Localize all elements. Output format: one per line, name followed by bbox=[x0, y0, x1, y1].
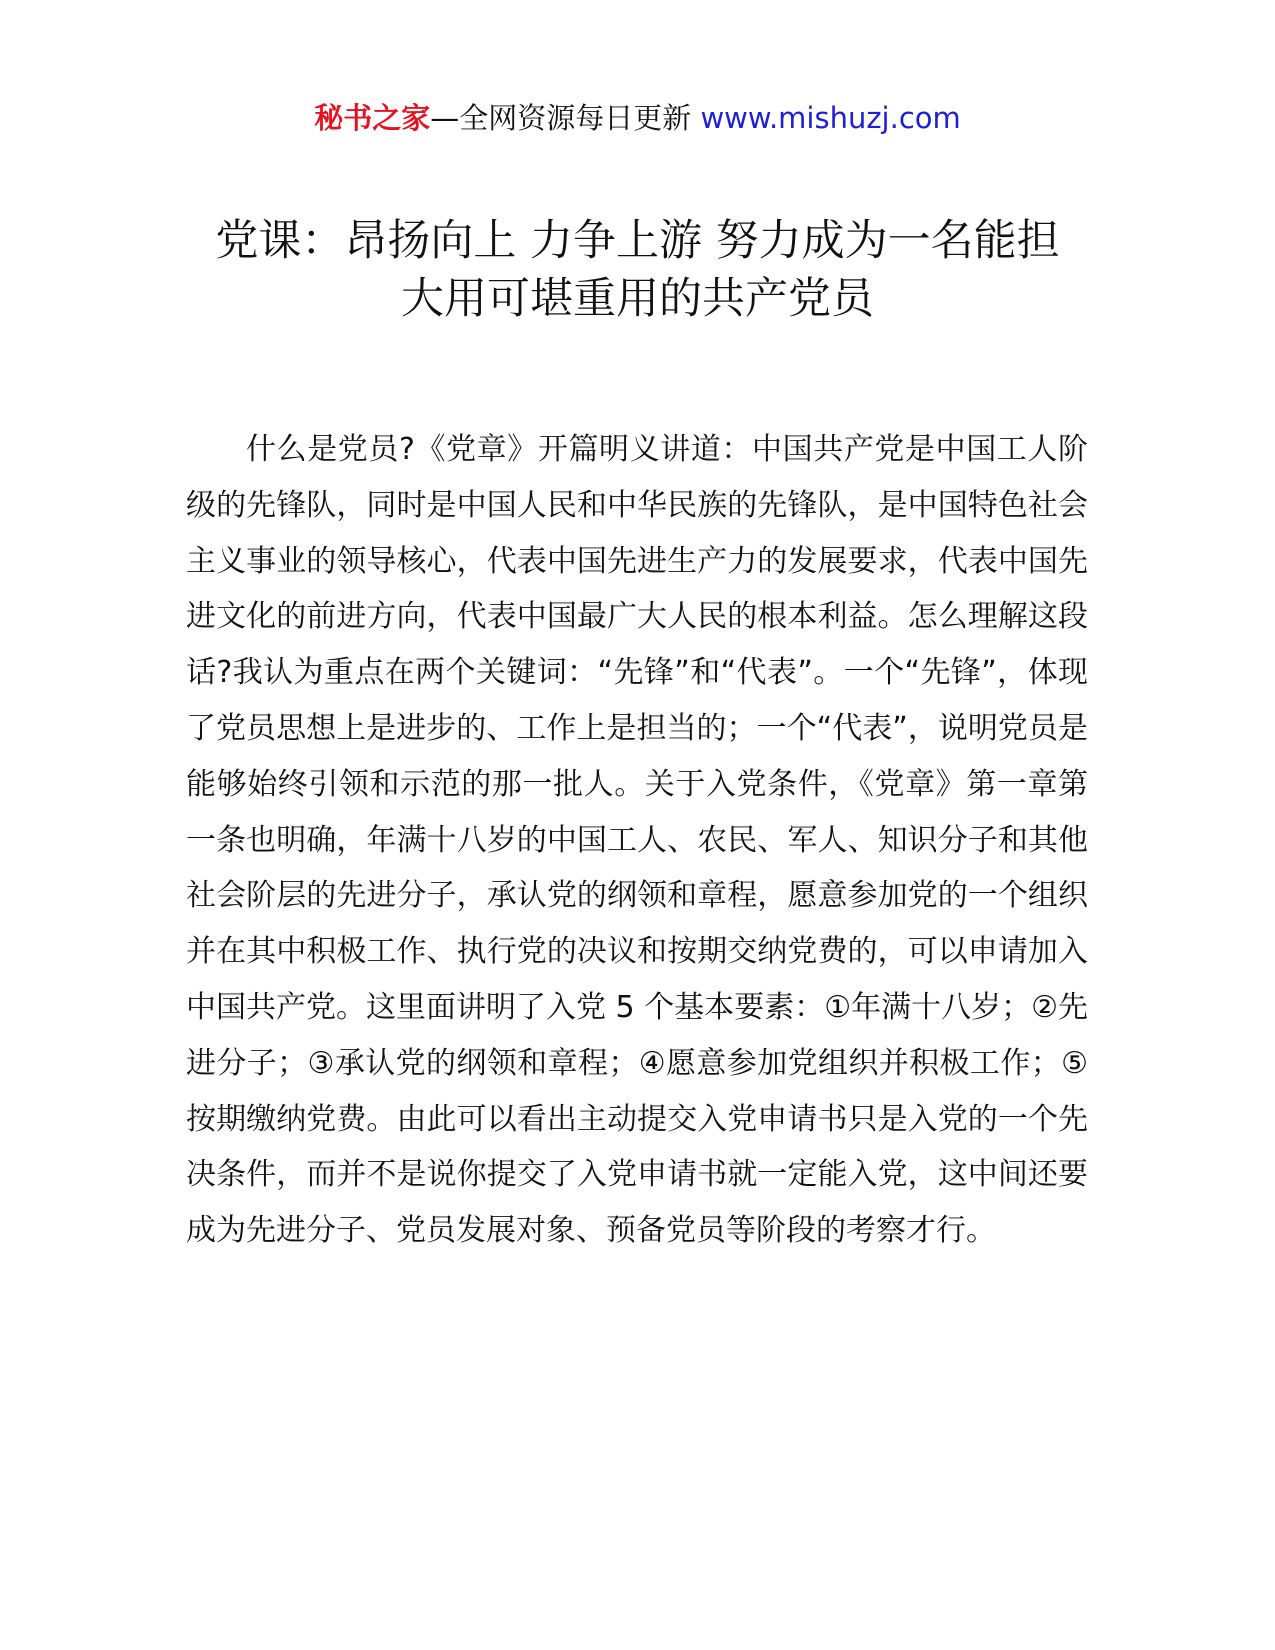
document-title bbox=[160, 212, 1115, 328]
body-paragraph: 什么是党员?《党章》开篇明义讲道：中国共产党是中国工人阶级的先锋队，同时是中国人民和中华民族的先锋队，是中国特色社会主义事业的领导核心，代表中国先进生产力的发展要求，代表中国先进文化的前进方向，代表中国最广大人民的根本利益。怎么理解这段话?我认为重点在两个关键词：“先锋”和“代表”。一个“先锋”，体现了党员思想上是进步的、工作上是担当的；一个“代表”，说明党员是能够始终引领和示范的那一批人。关于入党条件，《党章》第一章第一条也明确，年满十八岁的中国工人、农民、军人、知识分子和其他社会阶层的先进分子，承认党的纲领和章程，愿意参加党的一个组织并在其中积极工作、执行党的决议和按期交纳党费的，可以申请加入中国共产党。这里面讲明了入党 5 个基本要素：①年满十八岁；②先进分子；③承认党的纲领和章程；④愿意参加党组织并积极工作；⑤按期缴纳党费。由此可以看出主动提交入党申请书只是入党的一个先决条件，而并不是说你提交了入党申请书就一定能入党，这中间还要成为先进分子、党员发展对象、预备党员等阶段的考察才行。 bbox=[186, 432, 1088, 1249]
site-url-link[interactable]: www.mishuzj.com bbox=[700, 101, 961, 135]
header-tagline: —全网资源每日更新 bbox=[430, 101, 692, 135]
brand-name: 秘书之家 bbox=[314, 101, 431, 135]
title-line-1: 党课：昂扬向上 力争上游 努力成为一名能担 bbox=[215, 216, 1060, 266]
site-header bbox=[0, 98, 1275, 138]
title-line-2: 大用可堪重用的共产党员 bbox=[401, 274, 874, 324]
